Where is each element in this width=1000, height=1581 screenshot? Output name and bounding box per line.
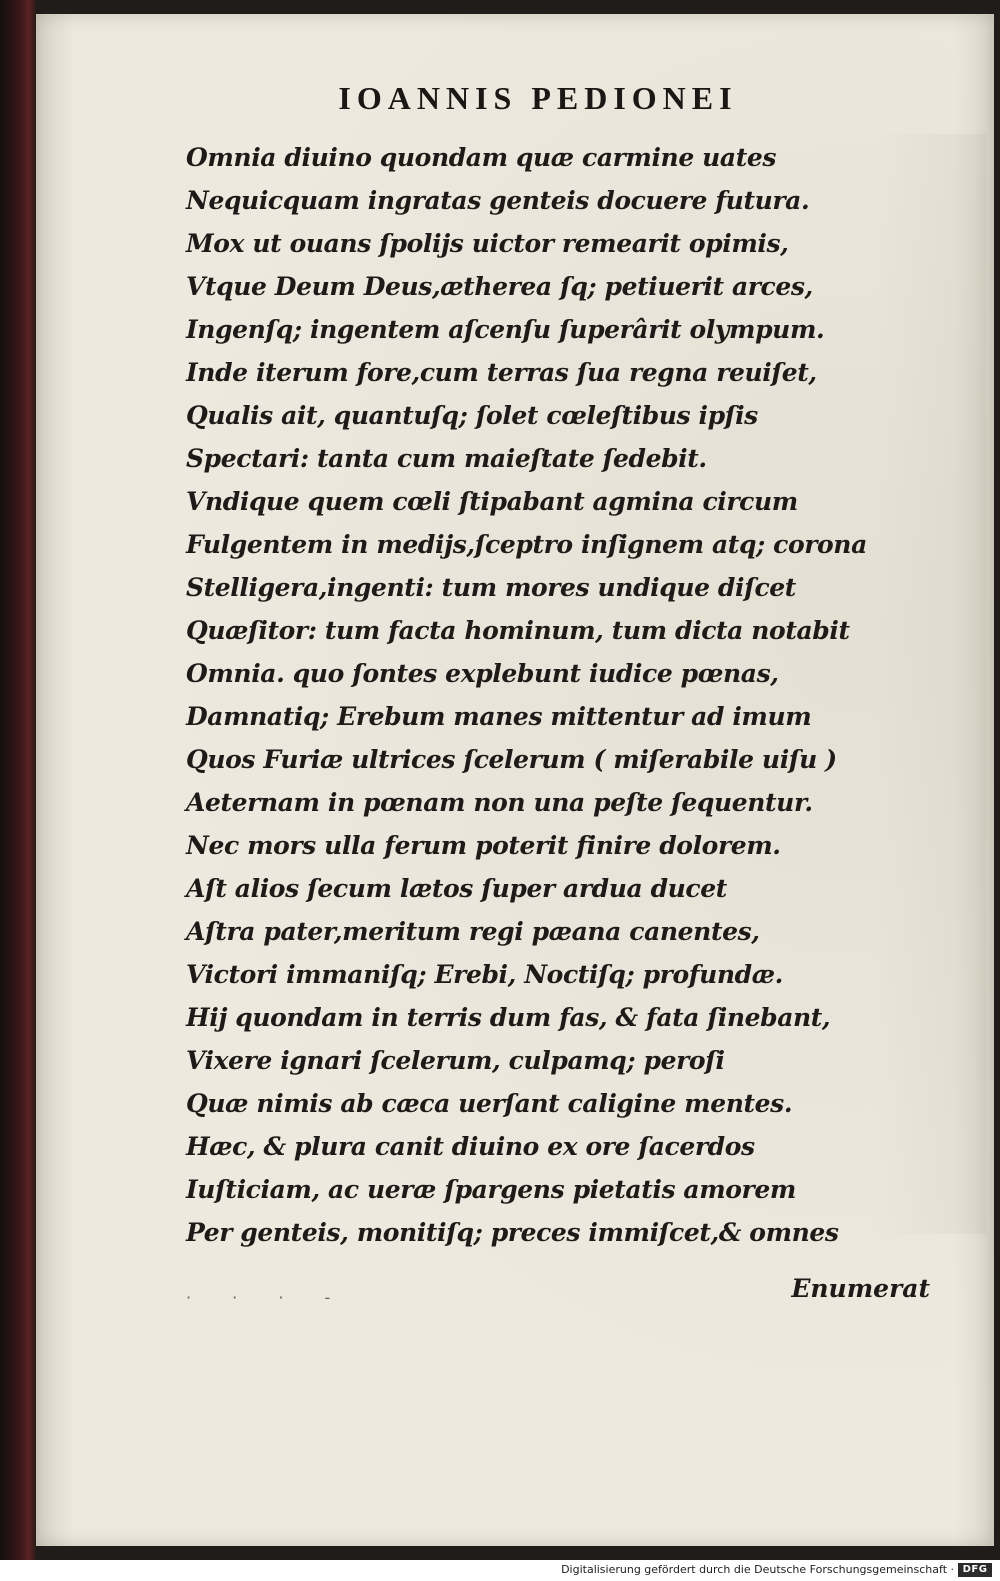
verse-line: Quæſitor: tum facta hominum, tum dicta notabit	[186, 616, 850, 645]
verse-text	[186, 136, 886, 1254]
verse-line: Nec mors ulla ferum poterit finire dolorem.	[186, 831, 781, 860]
verse-line: Omnia diuino quondam quæ carmine uates	[186, 143, 777, 172]
verse-line: Quæ nimis ab cæca uerſant caligine mentes.	[186, 1089, 793, 1118]
running-head: IOANNIS PEDIONEI	[338, 80, 738, 116]
verse-line: Aſtra pater,meritum regi pæana canentes,	[186, 917, 760, 946]
verse-line: Nequicquam ingratas genteis docuere futura.	[186, 186, 810, 215]
verse-line: Inde iterum fore,cum terras ſua regna reuiſet,	[186, 358, 817, 387]
verse-line: Aeternam in pœnam non una peſte ſequentur.	[186, 788, 813, 817]
verse-line: Qualis ait, quantuſq; ſolet cœleſtibus ipſis	[186, 401, 758, 430]
verse-line: Spectari: tanta cum maieſtate ſedebit.	[186, 444, 707, 473]
verse-line: Mox ut ouans ſpolijs uictor remearit opimis,	[186, 229, 789, 258]
verse-line: Stelligera,ingenti: tum mores undique diſcet	[186, 573, 796, 602]
verse-line: Ingenſq; ingentem aſcenſu ſuperârit olympum.	[186, 315, 825, 344]
verse-line: Hæc, & plura canit diuino ex ore ſacerdos	[186, 1132, 755, 1161]
ink-specks: · · · -	[186, 1288, 349, 1307]
verse-line: Damnatiq; Erebum manes mittentur ad imum	[186, 702, 812, 731]
verse-line: Quos Furiæ ultrices ſcelerum ( miſerabile uiſu )	[186, 745, 837, 774]
verse-line: Hij quondam in terris dum fas, & fata ſinebant,	[186, 1003, 831, 1032]
catchword: Enumerat	[791, 1274, 930, 1303]
verse-line: Per genteis, monitiſq; preces immiſcet,& omnes	[186, 1218, 839, 1247]
verse-line: Vixere ignari ſcelerum, culpamq; peroſi	[186, 1046, 725, 1075]
verse-line: Victori immaniſq; Erebi, Noctiſq; profundæ.	[186, 960, 783, 989]
verse-line: Iuſticiam, ac ueræ ſpargens pietatis amorem	[186, 1175, 796, 1204]
verse-line: Fulgentem in medijs,ſceptro inſignem atq; corona	[186, 530, 867, 559]
verse-line: Vndique quem cœli ſtipabant agmina circum	[186, 487, 798, 516]
bleed-through-shadow	[876, 134, 986, 1234]
verse-line: Omnia. quo ſontes explebunt iudice pœnas,	[186, 659, 779, 688]
book-cover-edge	[0, 0, 36, 1560]
footer-credit: Digitalisierung gefördert durch die Deutsche Forschungsgemeinschaft ·	[561, 1563, 954, 1576]
verse-line: Vtque Deum Deus,ætherea ſq; petiuerit arces,	[186, 272, 813, 301]
dfg-logo: DFG	[958, 1563, 992, 1577]
verse-line: Aſt alios ſecum lætos ſuper ardua ducet	[186, 874, 727, 903]
